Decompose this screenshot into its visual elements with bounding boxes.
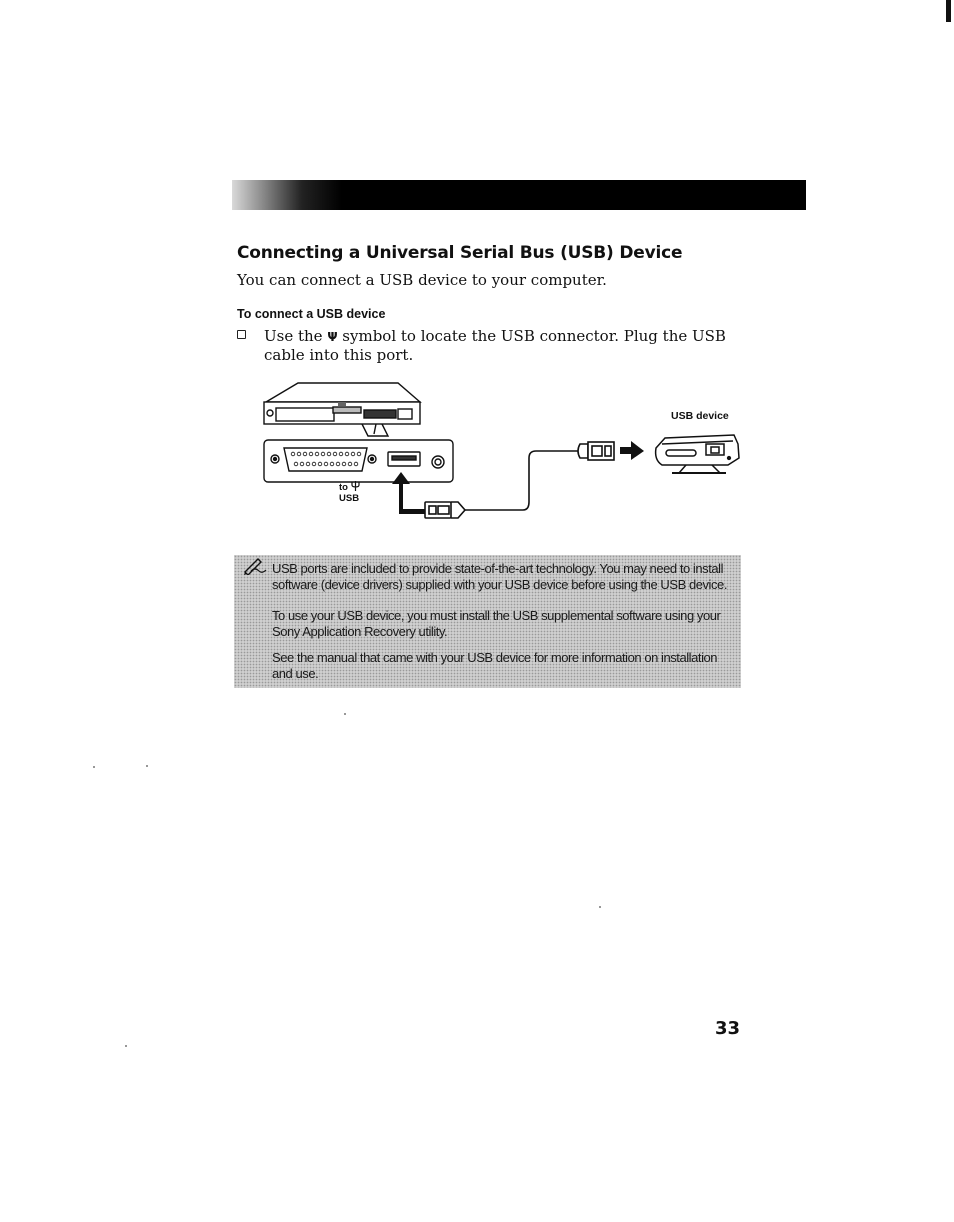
- usb-connection-diagram: [258, 378, 758, 528]
- page-number: 33: [715, 1018, 741, 1039]
- usb-port-label-usb: USB: [339, 493, 360, 504]
- usb-port-symbol-icon: [351, 482, 360, 493]
- page-edge-mark: [946, 0, 951, 22]
- intro-text: You can connect a USB device to your computer.: [237, 271, 607, 289]
- note-paragraph-1: USB ports are included to provide state-of-the-art technology. You may need to install software (device drivers) supplied with your USB device before using the USB device.: [272, 561, 727, 592]
- usb-symbol-icon: Ψ: [327, 330, 338, 344]
- scan-speck: [344, 713, 346, 715]
- step-text-end: symbol to locate the USB connector. Plug the USB cable into this port.: [264, 327, 726, 364]
- note-paragraph-3: See the manual that came with your USB device for more information on installation and use.: [272, 650, 718, 681]
- step-text-start: Use the: [264, 327, 328, 345]
- scan-speck: [125, 1045, 127, 1047]
- step-text: [264, 327, 734, 364]
- procedure-heading: To connect a USB device: [237, 307, 386, 321]
- rear-port-panel: [264, 440, 453, 482]
- pencil-note-icon: [242, 557, 268, 579]
- scan-speck: [93, 766, 95, 768]
- scan-speck: [599, 906, 601, 908]
- section-header-bar: [232, 180, 806, 210]
- note-paragraph-2: To use your USB device, you must install the USB supplemental software using your Sony Application Recovery utility.: [272, 608, 721, 639]
- connect-arrow: [620, 441, 644, 460]
- usb-device-label: USB device: [671, 410, 729, 422]
- usb-device-illustration: [656, 435, 739, 473]
- scan-speck: [146, 765, 148, 767]
- usb-port-label-to: to: [339, 482, 348, 493]
- section-title: Connecting a Universal Serial Bus (USB) Device: [237, 243, 683, 263]
- laptop-illustration: [264, 383, 420, 424]
- port-callout-lines: [362, 424, 388, 436]
- step-checkbox-icon: [237, 330, 246, 339]
- usb-port-label: [339, 481, 360, 504]
- note-box: [234, 555, 741, 688]
